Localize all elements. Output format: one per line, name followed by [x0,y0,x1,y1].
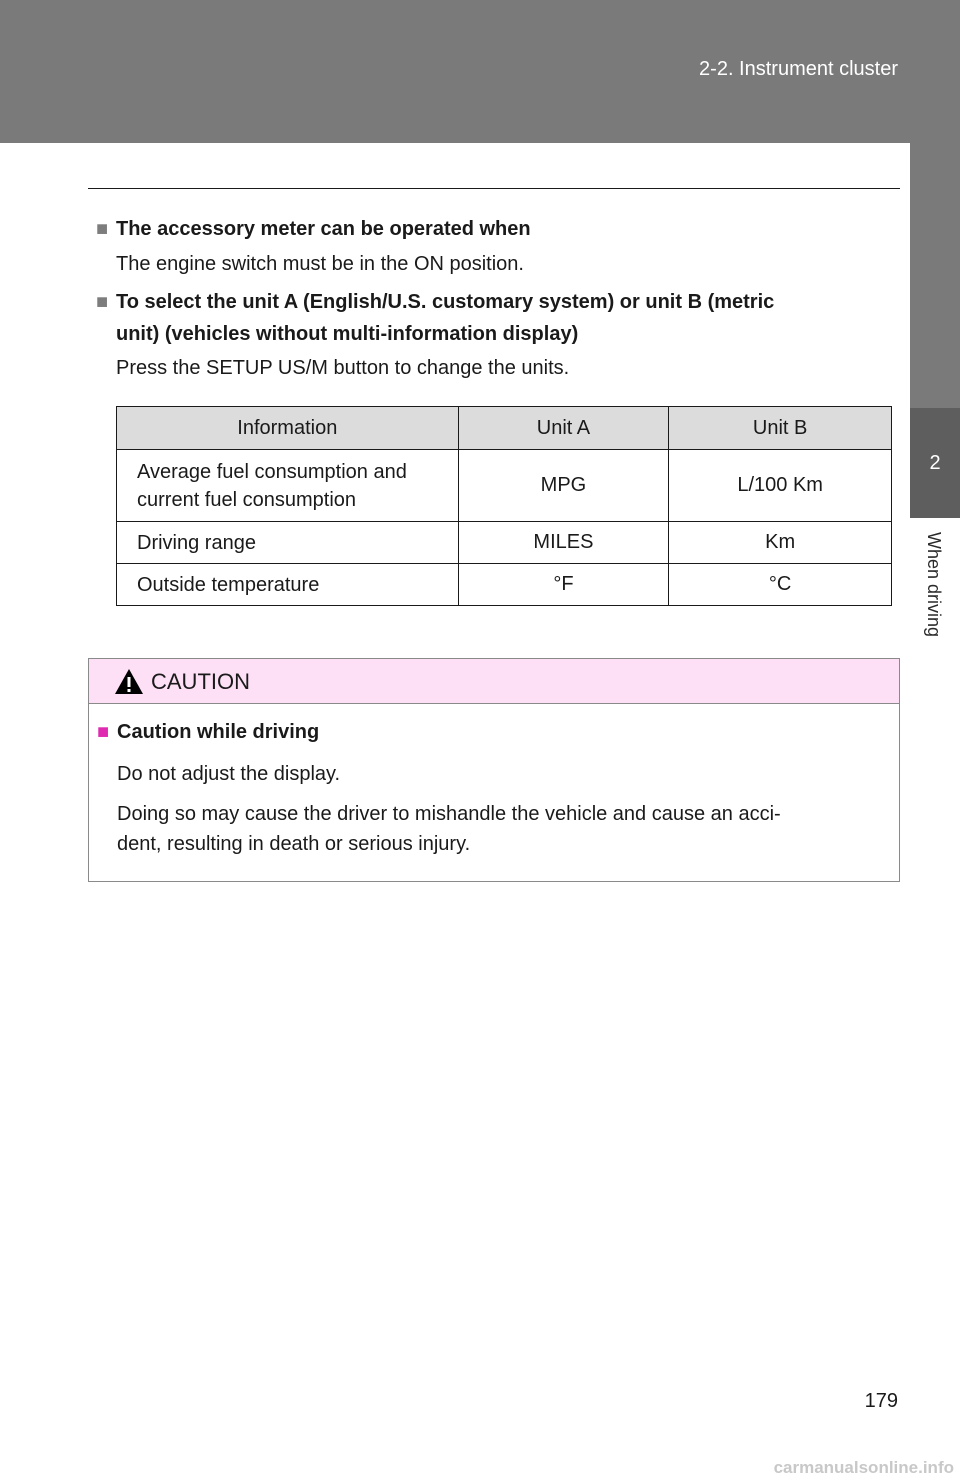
footer-watermark: carmanualsonline.info [773,1458,954,1477]
caution-text-line: Do not adjust the display. [117,763,341,785]
caution-title: CAUTION [151,669,250,694]
section-text-engine-switch: The engine switch must be in the ON position. [116,253,524,275]
column-header-information: Information [117,407,459,450]
table-row [117,450,892,522]
cell-unit-a: MPG [458,450,669,522]
section-heading-select-unit: ■ To select the unit A (English/U.S. customary system) or unit B (metric unit) (vehicles without multi-information display) [96,286,892,350]
square-bullet-icon: ■ [96,291,109,313]
cell-information: Average fuel consumption and current fuel consumption [117,450,459,522]
column-header-unit-a: Unit A [458,407,669,450]
table-header-row [117,407,892,450]
side-tab-number: 2 [910,408,960,518]
caution-text-line: dent, resulting in death or serious injury. [117,833,471,855]
column-header-unit-b: Unit B [669,407,892,450]
page-number: 179 [864,1390,898,1412]
cell-unit-b: Km [669,522,892,564]
chapter-title: 2-2. Instrument cluster [699,58,898,80]
table-row [117,522,892,564]
table-row [117,564,892,606]
side-tab-label: When driving [924,532,944,638]
cell-unit-b: °C [669,564,892,606]
warning-triangle-icon [114,668,144,700]
cell-information: Outside temperature [117,564,459,606]
cell-unit-b: L/100 Km [669,450,892,522]
cell-unit-a: MILES [458,522,669,564]
units-table [116,406,892,606]
caution-header [89,659,899,704]
cell-information: Driving range [117,522,459,564]
square-bullet-icon: ■ [96,218,109,240]
top-divider [88,188,900,189]
section-heading-accessory-meter: ■ The accessory meter can be operated when [96,213,531,245]
section-text-setup-button: Press the SETUP US/M button to change the units. [116,357,570,379]
caution-text-line: Doing so may cause the driver to mishandle the vehicle and cause an acci- [117,803,781,825]
side-tab-bar [910,143,960,408]
square-bullet-icon: ■ [97,721,110,743]
page-header [0,0,960,143]
cell-unit-a: °F [458,564,669,606]
caution-box [88,658,900,882]
caution-heading: ■ Caution while driving [97,721,320,743]
